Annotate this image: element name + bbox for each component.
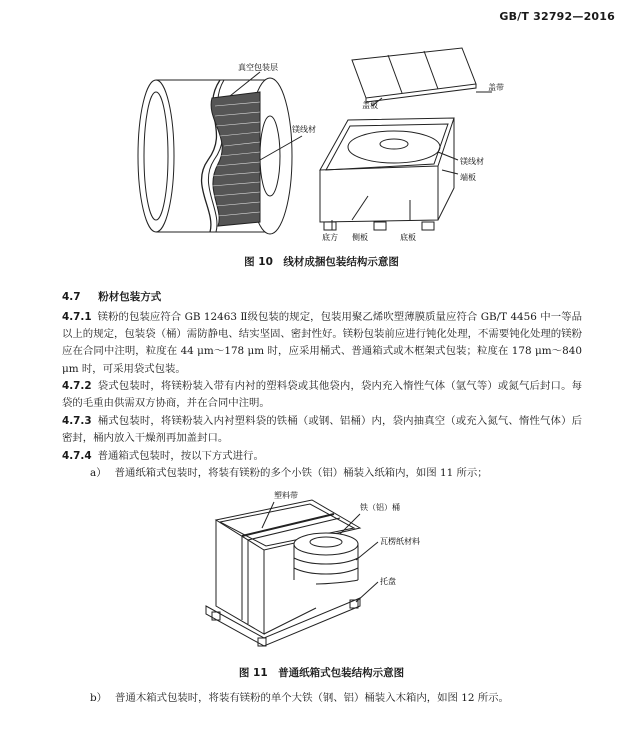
- wire-spool-drawing: [138, 72, 302, 234]
- wooden-box-drawing: [320, 48, 492, 230]
- section-number: 4.7: [62, 291, 81, 303]
- label-bottom-board: 底板: [400, 233, 416, 242]
- item-marker: a）: [90, 467, 107, 479]
- label-wire-right: 镁线材: [460, 157, 484, 166]
- standard-number: GB/T 32792—2016: [499, 10, 615, 23]
- item-b: [90, 690, 580, 707]
- clause-number: 4.7.3: [62, 415, 92, 427]
- label-bottom-square: 底方: [322, 233, 338, 242]
- clause-number: 4.7.1: [62, 311, 92, 323]
- figure-10-caption: 图 10 线材成捆包装结构示意图: [244, 256, 399, 268]
- label-barrel: 铁（铝）桶: [360, 503, 400, 512]
- label-corrugated: 瓦楞纸材料: [380, 537, 420, 546]
- item-a: [90, 465, 580, 482]
- label-end-board: 端板: [460, 173, 476, 182]
- clause-number: 4.7.4: [62, 450, 92, 462]
- label-cover-strip: 盖带: [488, 83, 504, 92]
- paragraph-4-7-1: [62, 309, 582, 378]
- paragraph-4-7-2: [62, 378, 582, 412]
- clause-text: 桶式包装时，将镁粉装入内衬塑料袋的铁桶（或钢、铝桶）内，袋内抽真空（或充入氮气、惰性气体）后密封，桶内放入干燥剂再加盖封口。: [62, 415, 582, 445]
- figure-11: [200, 488, 440, 653]
- item-text: 普通纸箱式包装时，将装有镁粉的多个小铁（铝）桶装入纸箱内，如图 11 所示；: [114, 467, 488, 479]
- paragraph-4-7-3: [62, 413, 582, 447]
- clause-number: 4.7.2: [62, 380, 92, 392]
- item-marker: b）: [90, 692, 108, 704]
- clause-text: 普通箱式包装时，按以下方式进行。: [97, 450, 264, 462]
- label-vacuum-layer: 真空包装层: [238, 63, 278, 72]
- label-cover-board: 盖板: [362, 101, 378, 110]
- clause-text: 袋式包装时，将镁粉装入带有内衬的塑料袋或其他袋内，袋内充入惰性气体（氩气等）或氮气后封口。每袋的毛重由供需双方协商，并在合同中注明。: [62, 380, 582, 410]
- label-wire-left: 镁线材: [292, 125, 316, 134]
- clause-text: 镁粉的包装应符合 GB 12463 Ⅱ级包装的规定，包装用聚乙烯吹塑薄膜质量应符合 GB/T 4456 中一等品以上的规定，包装袋（桶）需防静电、结实坚固、密封性好。镁粉包装前应进行钝化处理，不需要钝化处理的镁粉应在合同中注明，粒度在 44 μm～178 μm 时，应采用桶式、普通箱式或木框架式包装；粒度在 178 μm～840 μm 时，可采用袋式包装。: [62, 311, 582, 375]
- section-heading: [62, 289, 161, 304]
- label-side-board: 侧板: [352, 233, 368, 242]
- label-pallet: 托盘: [380, 577, 396, 586]
- label-plastic-strap: 塑料带: [274, 491, 298, 500]
- figure-11-caption: 图 11 普通纸箱式包装结构示意图: [238, 667, 405, 679]
- carton-drawing: [206, 500, 378, 646]
- section-title: 粉材包装方式: [98, 291, 162, 303]
- paragraph-4-7-4: [62, 448, 582, 465]
- figure-10: [120, 40, 520, 245]
- item-text: 普通木箱式包装时，将装有镁粉的单个大铁（钢、铝）桶装入木箱内，如图 12 所示。: [115, 692, 509, 704]
